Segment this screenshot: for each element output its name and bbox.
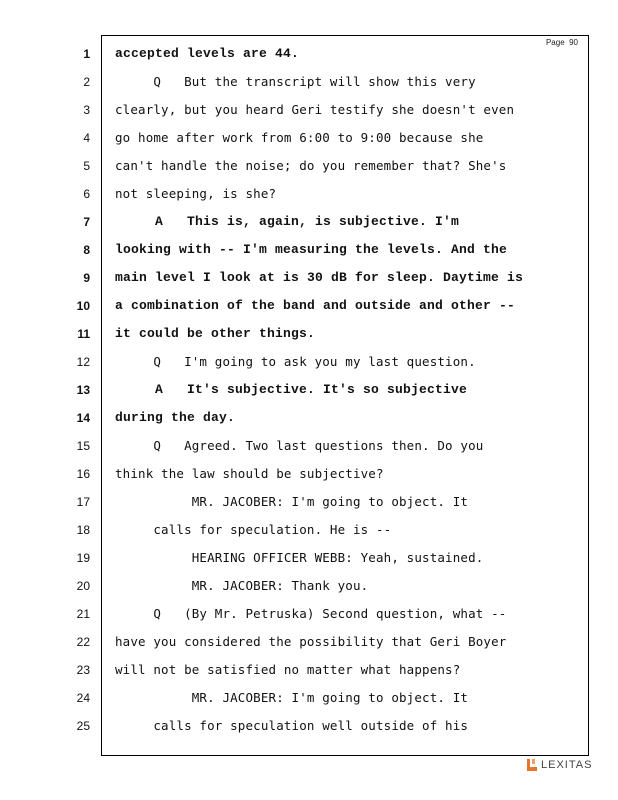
transcript-line-text: A This is, again, is subjective. I'm bbox=[115, 214, 460, 229]
page-label-text: Page bbox=[545, 38, 565, 47]
transcript-line-text: during the day. bbox=[115, 410, 236, 425]
line-number: 8 bbox=[83, 243, 90, 257]
transcript-line-text: it could be other things. bbox=[115, 326, 316, 341]
transcript-line-text: MR. JACOBER: I'm going to object. It bbox=[115, 494, 469, 509]
transcript-line-text: calls for speculation. He is -- bbox=[115, 522, 392, 537]
line-number: 9 bbox=[83, 271, 90, 285]
transcript-line-text: main level I look at is 30 dB for sleep. Daytime is bbox=[115, 270, 524, 285]
transcript-line-text: A It's subjective. It's so subjective bbox=[115, 382, 468, 397]
transcript-line-text: will not be satisfied no matter what happens? bbox=[115, 662, 461, 677]
line-number: 22 bbox=[76, 635, 90, 649]
transcript-line-text: MR. JACOBER: Thank you. bbox=[115, 578, 369, 593]
transcript-line-text: a combination of the band and outside and other -- bbox=[115, 298, 516, 313]
line-number: 15 bbox=[76, 439, 90, 453]
line-number: 10 bbox=[76, 299, 90, 313]
transcript-line-text: Q (By Mr. Petruska) Second question, what -- bbox=[115, 606, 507, 621]
line-number: 17 bbox=[76, 495, 90, 509]
line-number: 5 bbox=[83, 159, 90, 173]
transcript-line-text: think the law should be subjective? bbox=[115, 466, 384, 481]
transcript-line-text: Q I'm going to ask you my last question. bbox=[115, 354, 476, 369]
transcript-line-text: calls for speculation well outside of his bbox=[115, 718, 469, 733]
page-number-value: 90 bbox=[569, 38, 578, 47]
transcript-line-text: Q But the transcript will show this very bbox=[115, 74, 476, 89]
transcript-line-text: accepted levels are 44. bbox=[115, 46, 300, 61]
transcript-line-text: HEARING OFFICER WEBB: Yeah, sustained. bbox=[115, 550, 484, 565]
line-number: 6 bbox=[83, 187, 90, 201]
transcript-line-text: looking with -- I'm measuring the levels. And the bbox=[115, 242, 508, 257]
transcript-line-text: MR. JACOBER: I'm going to object. It bbox=[115, 690, 469, 705]
line-number: 18 bbox=[76, 523, 90, 537]
transcript-line-text: Q Agreed. Two last questions then. Do you bbox=[115, 438, 484, 453]
lexitas-logo-icon bbox=[526, 759, 538, 771]
transcript-line-text: clearly, but you heard Geri testify she doesn't even bbox=[115, 102, 515, 117]
line-number: 1 bbox=[83, 47, 90, 61]
transcript-line-text: have you considered the possibility that Geri Boyer bbox=[115, 634, 507, 649]
line-number: 25 bbox=[76, 719, 90, 733]
transcript-line-text: go home after work from 6:00 to 9:00 because she bbox=[115, 130, 484, 145]
line-number: 4 bbox=[83, 131, 90, 145]
line-number: 19 bbox=[76, 551, 90, 565]
page-number bbox=[546, 38, 578, 47]
line-number: 11 bbox=[77, 327, 90, 341]
lexitas-logo-text: LEXITAS bbox=[541, 759, 593, 771]
line-number: 12 bbox=[76, 355, 90, 369]
line-number: 23 bbox=[76, 663, 90, 677]
line-number: 14 bbox=[76, 411, 90, 425]
line-number: 7 bbox=[83, 215, 90, 229]
lexitas-logo bbox=[526, 759, 592, 771]
transcript-line-text: not sleeping, is she? bbox=[115, 186, 277, 201]
transcript-line-text: can't handle the noise; do you remember that? She's bbox=[115, 158, 507, 173]
line-number: 21 bbox=[76, 607, 90, 621]
line-number: 13 bbox=[76, 383, 90, 397]
line-number: 2 bbox=[83, 75, 90, 89]
line-number: 16 bbox=[76, 467, 90, 481]
line-number: 20 bbox=[76, 579, 90, 593]
line-number: 3 bbox=[83, 103, 90, 117]
line-number: 24 bbox=[76, 691, 90, 705]
